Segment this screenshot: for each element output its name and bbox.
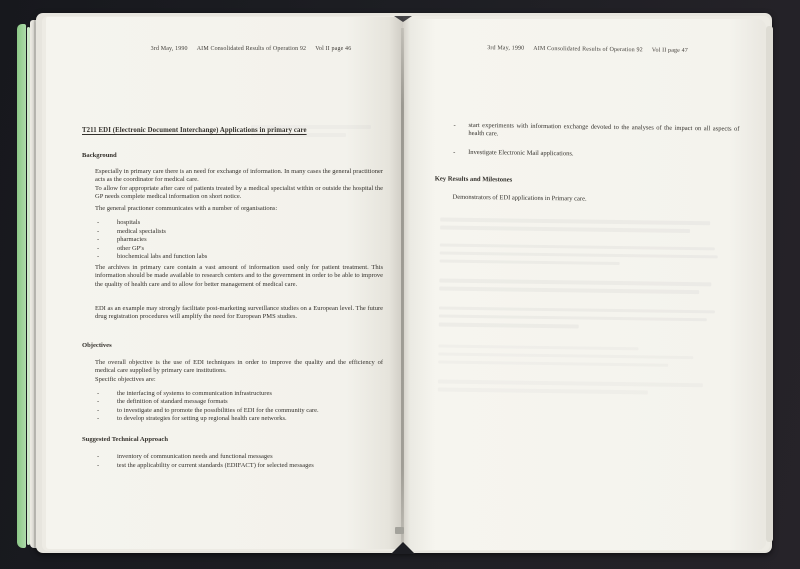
background-paragraph-2: The general practioner communicates with a number of organisations: bbox=[95, 205, 278, 212]
background-paragraph-1 bbox=[95, 168, 383, 201]
paragraph-text: Specific objectives are: bbox=[95, 375, 156, 383]
bleed-through-text bbox=[438, 218, 730, 400]
background-heading: Background bbox=[82, 152, 117, 159]
list-item: - hospitals bbox=[97, 219, 377, 228]
objectives-list bbox=[97, 390, 387, 423]
key-results-heading: Key Results and Milestones bbox=[434, 175, 513, 184]
list-item: - Investigate Electronic Mail applications. bbox=[453, 149, 739, 161]
approach-heading: Suggested Technical Approach bbox=[82, 436, 168, 443]
list-item: - start experiments with information exchange devoted to the analyses of the impact on all aspects of health care. bbox=[453, 122, 739, 143]
header-date: 3rd May, 1990 bbox=[487, 45, 525, 52]
book-cover-green-edge bbox=[17, 24, 26, 548]
paragraph-text: To allow for appropriate after care of patients treated by a medical specialist within or outside the hospital the GP needs complete medical information on short notice. bbox=[95, 184, 383, 200]
list-item: - the interfacing of systems to communication infrastructures bbox=[97, 390, 387, 398]
list-item: - biochemical labs and function labs bbox=[97, 253, 377, 262]
left-page bbox=[46, 17, 403, 549]
list-item: - to develop strategies for setting up regional health care networks. bbox=[97, 415, 387, 423]
list-item: - the definition of standard message formats bbox=[97, 398, 387, 406]
list-item: - pharmacies bbox=[97, 236, 377, 245]
objectives-paragraph bbox=[95, 359, 383, 384]
continued-list bbox=[453, 122, 740, 171]
approach-list bbox=[97, 453, 387, 470]
book-gutter-shadow bbox=[401, 28, 404, 544]
header-report-title: AIM Consolidated Results of Operation 92 bbox=[533, 45, 643, 54]
background-paragraph-4: EDI as an example may strongly facilitate post-marketing surveillance studies on a European level. The future drug registration procedures will amplify the need for European PMS studies. bbox=[95, 305, 383, 321]
page-header bbox=[106, 46, 396, 52]
spine-sticker bbox=[395, 527, 404, 534]
list-item: - test the applicability or current standards (EDIFACT) for selected messages bbox=[97, 462, 387, 471]
header-report-title: AIM Consolidated Results of Operation 92 bbox=[196, 46, 307, 52]
key-results-text: Demonstrators of EDI applications in Primary care. bbox=[452, 193, 587, 203]
paragraph-text: Especially in primary care there is an need for exchange of information. In many cases the general practitioner acts as the coordinator for medical care. bbox=[95, 168, 383, 184]
right-page bbox=[403, 19, 766, 550]
objectives-heading: Objectives bbox=[82, 342, 112, 349]
organisation-list bbox=[97, 219, 377, 262]
list-item: - to investigate and to promote the possibilities of EDI for the community care. bbox=[97, 407, 387, 415]
list-item: - other GP's bbox=[97, 245, 377, 254]
section-title: T211 EDI (Electronic Document Interchange) Applications in primary care bbox=[82, 127, 307, 134]
right-page-stack-edges bbox=[766, 26, 773, 542]
background-paragraph-3: The archives in primary care contain a vast amount of information used only for patient treatment. This information should be made available to research centers and to the government in order to be able to improve the quality of health care and to allow for better management of medical care. bbox=[95, 264, 383, 288]
list-item: - medical specialists bbox=[97, 228, 377, 237]
page-header bbox=[443, 45, 733, 55]
header-page-number: Vol II page 46 bbox=[315, 46, 352, 52]
paragraph-text: The overall objective is the use of EDI techniques in order to improve the quality and the efficiency of medical care supplied by primary care institutions. bbox=[95, 359, 383, 375]
list-item: - inventory of communication needs and functional messages bbox=[97, 453, 387, 462]
header-date: 3rd May, 1990 bbox=[150, 46, 188, 52]
header-page-number: Vol II page 47 bbox=[651, 47, 688, 54]
